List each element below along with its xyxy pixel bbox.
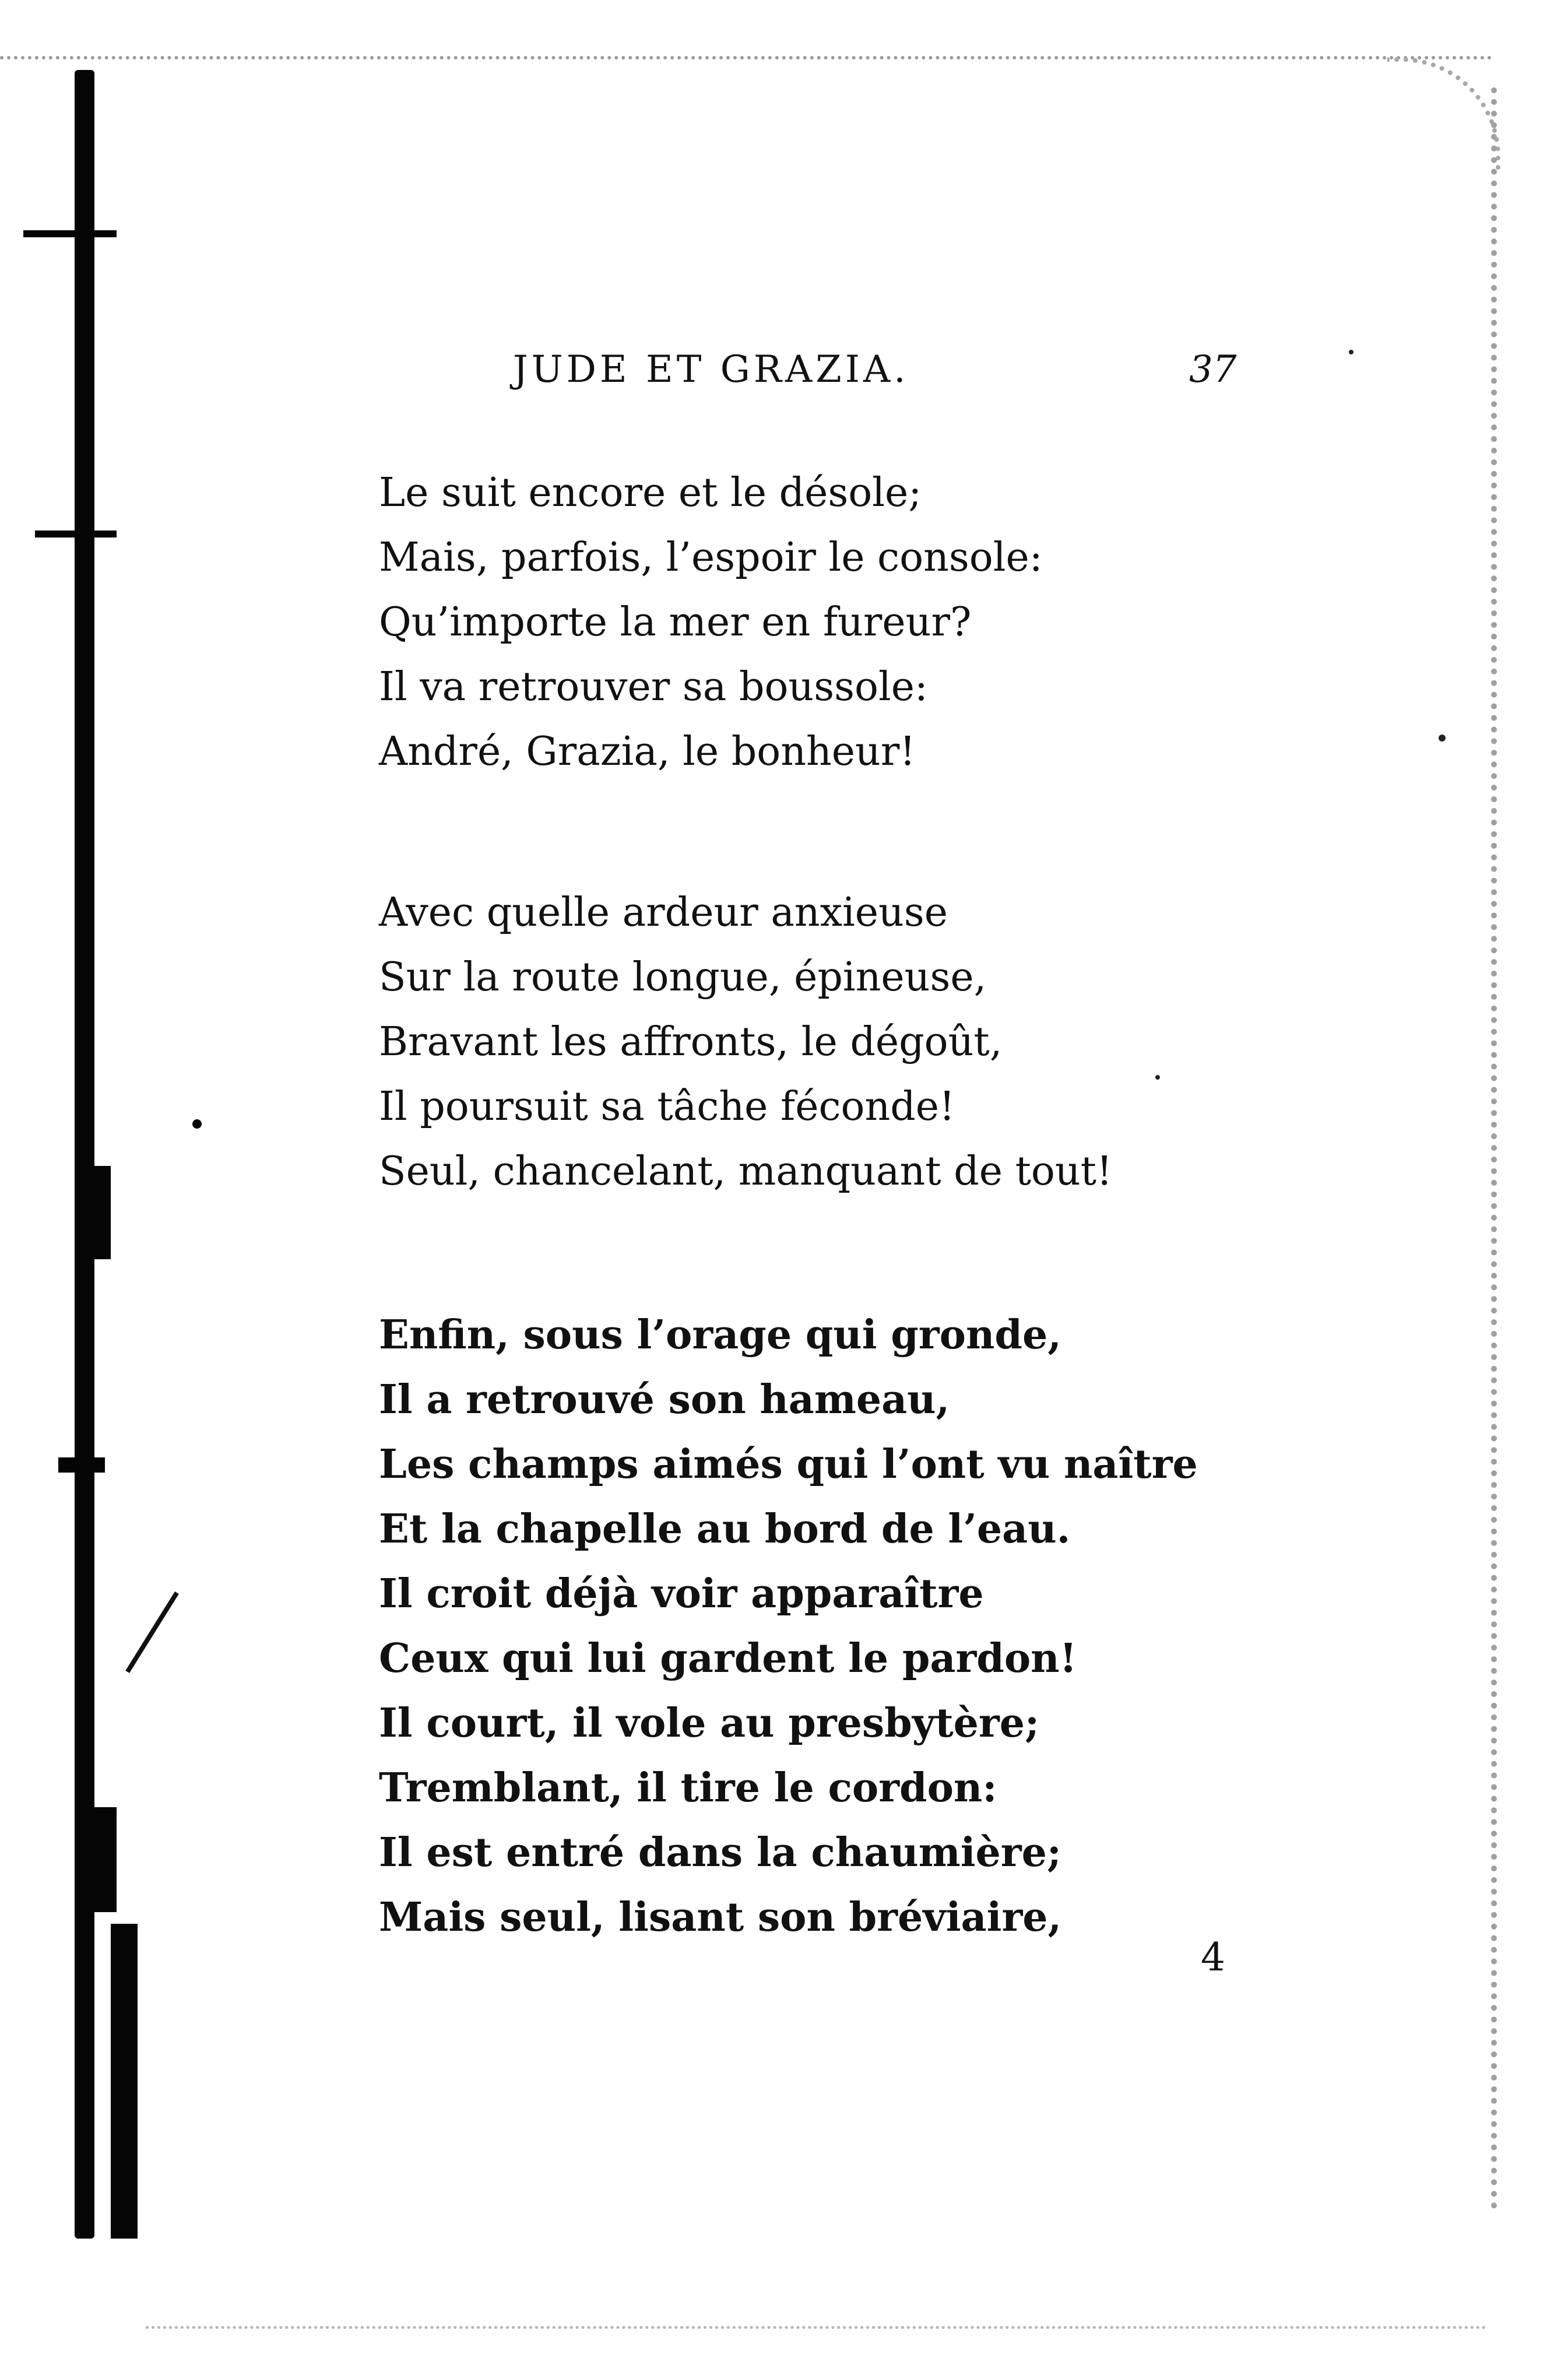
verse-line: Et la chapelle au bord de l’eau.: [379, 1506, 1071, 1552]
page-number: 37: [1189, 348, 1237, 391]
stanza-3: [379, 1303, 1198, 1950]
speck: [192, 1119, 202, 1129]
verse-line: Sur la route longue, épineuse,: [379, 954, 987, 1000]
signature-mark: 4: [1201, 1935, 1225, 1980]
binding-notch: [87, 1807, 117, 1912]
verse-line: Avec quelle ardeur anxieuse: [379, 890, 948, 936]
speck: [1349, 350, 1353, 354]
binding-notch: [87, 1166, 111, 1259]
verse-line: Ceux qui lui gardent le pardon!: [379, 1635, 1077, 1682]
binding-notch: [111, 1924, 138, 2239]
page-corner-edge: [1387, 57, 1500, 170]
binding-notch: [58, 1457, 105, 1473]
stanza-2: [379, 880, 1112, 1204]
verse-line: Il va retrouver sa boussole:: [379, 664, 928, 710]
verse-line: André, Grazia, le bonheur!: [379, 729, 916, 775]
verse-line: Bravant les affronts, le dégoût,: [379, 1019, 1003, 1065]
verse-line: Les champs aimés qui l’ont vu naître: [379, 1441, 1198, 1488]
pen-stroke: [125, 1591, 179, 1673]
verse-line: Il poursuit sa tâche féconde!: [379, 1084, 955, 1130]
verse-line: Il croit déjà voir apparaître: [379, 1571, 984, 1617]
speck: [1155, 1075, 1160, 1080]
verse-line: Qu’importe la mer en fureur?: [379, 599, 972, 645]
verse-line: Mais, parfois, l’espoir le console:: [379, 535, 1043, 581]
binding-notch: [35, 530, 117, 537]
running-title: JUDE ET GRAZIA.: [513, 348, 909, 391]
verse-line: Mais seul, lisant son bréviaire,: [379, 1894, 1062, 1941]
verse-line: Tremblant, il tire le cordon:: [379, 1765, 997, 1811]
verse-line: Le suit encore et le désole;: [379, 470, 922, 516]
speck: [1439, 735, 1446, 742]
page-top-edge: [0, 56, 1492, 59]
binding-shadow: [75, 70, 94, 2239]
verse-line: Il a retrouvé son hameau,: [379, 1376, 950, 1423]
page-bottom-edge: [146, 2326, 1486, 2329]
verse-line: Il court, il vole au presbytère;: [379, 1700, 1040, 1747]
verse-line: Seul, chancelant, manquant de tout!: [379, 1148, 1113, 1194]
binding-notch: [23, 230, 117, 237]
stanza-1: [379, 461, 1043, 784]
page-right-edge: [1491, 87, 1497, 2209]
verse-line: Il est entré dans la chaumière;: [379, 1829, 1061, 1876]
verse-line: Enfin, sous l’orage qui gronde,: [379, 1312, 1061, 1358]
